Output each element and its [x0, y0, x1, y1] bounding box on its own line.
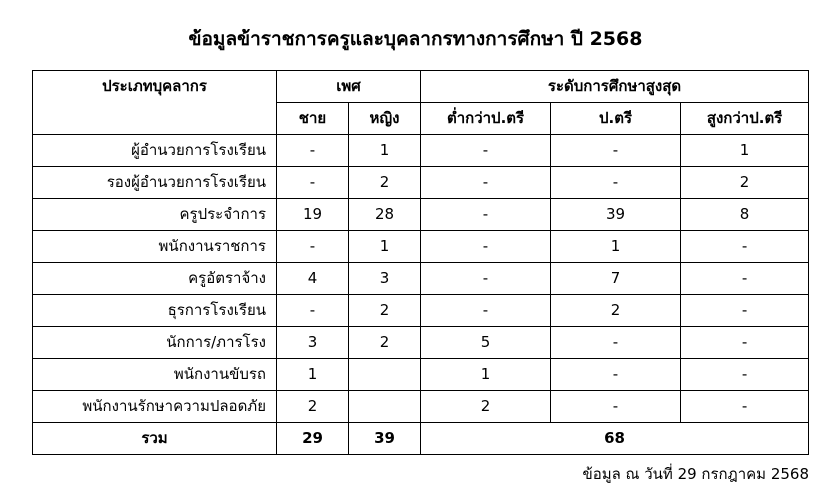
total-female: 39 — [349, 423, 421, 455]
row-above-bachelor: 2 — [681, 167, 809, 199]
row-female: 3 — [349, 263, 421, 295]
header-type: ประเภทบุคลากร — [33, 71, 277, 135]
row-type: พนักงานรักษาความปลอดภัย — [33, 391, 277, 423]
row-female: 2 — [349, 327, 421, 359]
row-above-bachelor: - — [681, 391, 809, 423]
row-above-bachelor: 1 — [681, 135, 809, 167]
data-date-note: ข้อมูล ณ วันที่ 29 กรกฎาคม 2568 — [582, 465, 809, 483]
row-male: 2 — [277, 391, 349, 423]
header-above-bachelor: สูงกว่าป.ตรี — [681, 103, 809, 135]
row-type: ธุรการโรงเรียน — [33, 295, 277, 327]
total-education: 68 — [421, 423, 809, 455]
page-title: ข้อมูลข้าราชการครูและบุคลากรทางการศึกษา ปี 2568 — [188, 28, 643, 50]
row-female — [349, 359, 421, 391]
row-bachelor: 7 — [551, 263, 681, 295]
staff-table — [32, 70, 809, 455]
table-row — [33, 167, 809, 199]
row-type: ผู้อำนวยการโรงเรียน — [33, 135, 277, 167]
row-above-bachelor: - — [681, 231, 809, 263]
row-male: 4 — [277, 263, 349, 295]
row-bachelor: 39 — [551, 199, 681, 231]
table-row — [33, 391, 809, 423]
row-below-bachelor: - — [421, 231, 551, 263]
header-below-bachelor: ต่ำกว่าป.ตรี — [421, 103, 551, 135]
row-female: 1 — [349, 231, 421, 263]
row-male: - — [277, 295, 349, 327]
table-row — [33, 359, 809, 391]
header-bachelor: ป.ตรี — [551, 103, 681, 135]
row-male: 19 — [277, 199, 349, 231]
row-bachelor: 2 — [551, 295, 681, 327]
header-gender: เพศ — [277, 71, 421, 103]
total-row — [33, 423, 809, 455]
table-row — [33, 263, 809, 295]
row-bachelor: - — [551, 359, 681, 391]
header-male: ชาย — [277, 103, 349, 135]
table-row — [33, 327, 809, 359]
row-type: พนักงานราชการ — [33, 231, 277, 263]
row-below-bachelor: 5 — [421, 327, 551, 359]
row-below-bachelor: 1 — [421, 359, 551, 391]
row-above-bachelor: - — [681, 359, 809, 391]
row-bachelor: - — [551, 391, 681, 423]
total-label: รวม — [33, 423, 277, 455]
row-above-bachelor: - — [681, 327, 809, 359]
row-bachelor: 1 — [551, 231, 681, 263]
row-female: 28 — [349, 199, 421, 231]
row-below-bachelor: - — [421, 199, 551, 231]
row-bachelor: - — [551, 167, 681, 199]
table-row — [33, 199, 809, 231]
row-bachelor: - — [551, 327, 681, 359]
row-female: 2 — [349, 295, 421, 327]
row-type: รองผู้อำนวยการโรงเรียน — [33, 167, 277, 199]
row-male: - — [277, 167, 349, 199]
header-row-top — [33, 71, 809, 103]
row-below-bachelor: 2 — [421, 391, 551, 423]
row-above-bachelor: - — [681, 295, 809, 327]
row-bachelor: - — [551, 135, 681, 167]
row-male: 1 — [277, 359, 349, 391]
row-above-bachelor: - — [681, 263, 809, 295]
row-type: ครูอัตราจ้าง — [33, 263, 277, 295]
header-education: ระดับการศึกษาสูงสุด — [421, 71, 809, 103]
row-female: 1 — [349, 135, 421, 167]
row-male: - — [277, 135, 349, 167]
row-below-bachelor: - — [421, 263, 551, 295]
row-below-bachelor: - — [421, 135, 551, 167]
row-above-bachelor: 8 — [681, 199, 809, 231]
row-female: 2 — [349, 167, 421, 199]
table-row — [33, 231, 809, 263]
row-type: ครูประจำการ — [33, 199, 277, 231]
row-below-bachelor: - — [421, 167, 551, 199]
table-row — [33, 135, 809, 167]
row-female — [349, 391, 421, 423]
row-type: พนักงานขับรถ — [33, 359, 277, 391]
row-male: - — [277, 231, 349, 263]
total-male: 29 — [277, 423, 349, 455]
header-female: หญิง — [349, 103, 421, 135]
row-male: 3 — [277, 327, 349, 359]
row-type: นักการ/ภารโรง — [33, 327, 277, 359]
table-row — [33, 295, 809, 327]
row-below-bachelor: - — [421, 295, 551, 327]
